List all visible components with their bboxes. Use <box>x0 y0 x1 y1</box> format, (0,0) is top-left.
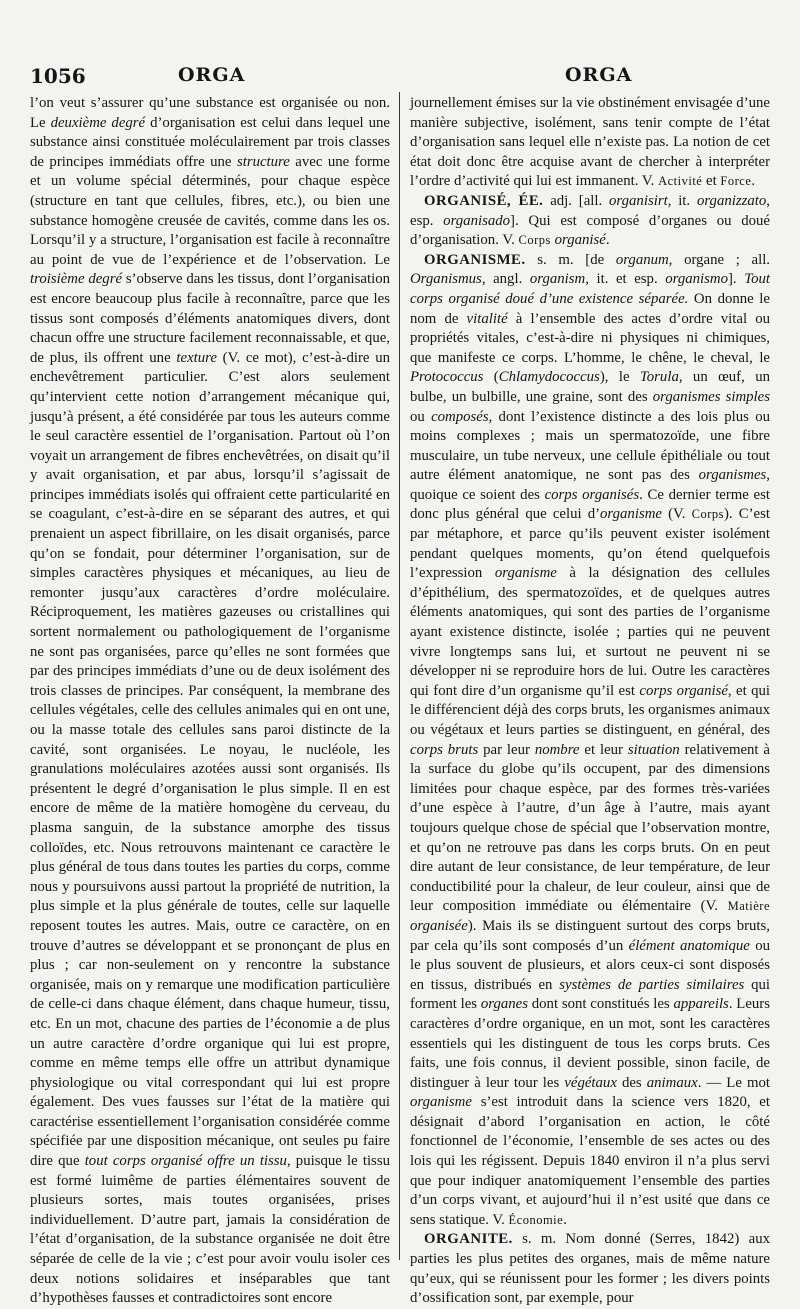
entry-organisme: ORGANISME. s. m. [de organum, organe ; all. Organismus, angl. organism, it. et esp. organismo]. Tout corps organisé doué d’une existence séparée. On donne le nom de vitalité à l’ensemble des actes d’ordre vital ou propriétés vitales, c’est-à-dire ni physiques ni chimiques, que manifeste ce corps. L’homme, le chêne, le cheval, le Protococcus (Chlamydococcus), le Torula, un œuf, un bulbe, un bulbille, une graine, sont des organismes simples ou composés, dont l’existence distincte a des lois plus ou moins complexes ; mais un spermatozoïde, une fibre musculaire, un tube nerveux, une cellule épithéliale ou tout autre élément anatomique, ne sont pas des organismes, quoique ce soient des corps organisés. Ce dernier terme est donc plus général que celui d’organisme (V. Corps). C’est par métaphore, et parce qu’ils peuvent exister isolément pendant quelques moments, qu’on étend quelquefois l’expression organisme à la désignation des cellules d’épithélium, des spermatozoïdes, et de quelques autres éléments anatomiques, qui sont des parties de l’organisme ayant existence distincte, isolée ; parties qui ne peuvent vivre longtemps sans lui, et surtout ne peuvent ni se développer ni se reproduire hors de lui. Outre les caractères qui font dire d’un organisme qu’il est corps organisé, et qui le différencient déjà des corps bruts, les organismes animaux ou végétaux et leurs parties se distinguent, en général, des corps bruts par leur nombre et leur situation relativement à la surface du globe qu’ils occupent, par des dimensions limitées pour chaque espèce, par des formes très-variées d’une espèce à l’autre, d’un âge à l’autre, mais ayant toujours quelque chose de spécial que l’observation montre, et qu’on ne retrouve pas dans les corps bruts. On en peut dire autant de leur consistance, de leur température, de leur conductibilité pour la chaleur, de leur couleur, ainsi que de leur composition immédiate ou élémentaire (V. Matière organisée). Mais ils se distinguent surtout des corps bruts, par cela qu’ils sont composés d’un élément anatomique ou le plus souvent de plusieurs, et alors ceux-ci sont disposés en tissus, distribués en systèmes de parties similaires qui forment les organes dont sont constitués les appareils. Leurs caractères d’ordre organique, en un mot, sont les caractères essentiels qui les distinguent de tous les corps bruts. Ces faits, une fois connus, il devient possible, sinon facile, de distinguer à leur tour les végétaux des animaux. — Le mot organisme s’est introduit dans la science vers 1820, et désignait d’abord l’organisation en action, le côté fonctionnel de l’économie, l’ensemble de ses actes ou des lois qui les régissent. Depuis 1840 environ il n’a plus servi que pour indiquer anatomiquement l’ensemble des parties d’un corps vivant, et aujourd’hui il n’est usité que dans ce sens statique. V. Économie. <box>410 251 771 1228</box>
column-divider <box>399 92 400 1260</box>
left-column <box>30 94 390 1307</box>
headword: ORGANISÉ, ÉE. <box>424 192 544 209</box>
header-right-guide-word: ORGA <box>565 64 633 86</box>
headword: ORGANISME. <box>424 251 526 268</box>
header-left-guide-word: ORGA <box>178 64 246 86</box>
right-column <box>410 94 771 1307</box>
running-header <box>0 64 800 94</box>
entry-organise: ORGANISÉ, ÉE. adj. [all. organisirt, it. organizzato, esp. organisado]. Qui est composé d’organes ou doué d’organisation. V. Corps organisé. <box>410 192 771 249</box>
entry-organite: ORGANITE. s. m. Nom donné (Serres, 1842) aux parties les plus petites des organes, mais de même nature qu’eux, qui se réunissent pour les former ; les divers points d’ossification sont, par exemple, pour <box>410 1231 770 1307</box>
continued-paragraph: journellement émises sur la vie obstinément envisagée d’une manière subjective, isolément, sans tenir compte de l’état d’organisation sans lequel elle n’existe pas. La notion de cet état doit donc être acquise avant de chercher à interpréter l’ordre d’activité qui lui est immanent. V. Activité et Force. <box>410 95 770 190</box>
page-number: 1056 <box>30 64 86 88</box>
headword: ORGANITE. <box>424 1231 513 1248</box>
organisation-continued-paragraph: l’on veut s’assurer qu’une substance est organisée ou non. Le deuxième degré d’organisation est celui dans lequel une substance ainsi constituée moléculairement par trois classes de principes immédiats offre une structure avec une forme et un volume spécial déterminés, pour chaque espèce (structure en tant que cellules, fibres, etc.), ou bien une substance homogène creusée de cavités, comme dans les os. Lorsqu’il y a structure, l’organisation est facile à reconnaître au point de vue de l’expérience et de l’observation. Le troisième degré s’observe dans les tissus, dont l’organisation est encore beaucoup plus facile à reconnaître, parce que les tissus sont composés d’éléments anatomiques divers, dont chacun offre une structure facilement reconnaissable, et que, de plus, ils offrent une texture (V. ce mot), c’est-à-dire un enchevêtrement particulier. C’est alors seulement qu’intervient cette notion d’arrangement mécanique qui, jusqu’à présent, a été considérée par tous les auteurs comme le seul caractère essentiel de l’organisation. Partout où l’on voyait un arrangement de fibres enchevêtrées, on disait qu’il y avait organisation, et par abus, lorsqu’il s’agissait de principes immédiats isolés qui offraient cette particularité en se coagulant, c’est-à-dire en se séparant des autres, et qui prenaient un aspect fibrillaire, on les disait organisés, parce qu’on se fondait, pour déterminer l’organisation, sur de simples caractères physiques et mécaniques, au lieu de remonter jusqu’aux caractères d’ordre moléculaire. Réciproquement, les matières gazeuses ou cristallines qui sortent normalement ou pathologiquement de l’organisme ne sont pas organisées, parce qu’elles ne sont formées que par des principes immédiats d’une ou de deux isolément des trois classes de principes. Par conséquent, la membrane des cellules végétales, celle des cellules animales qui en ont une, ou la masse totale des cellules sans paroi distincte de la cavité, sont organisées. Le noyau, le nucléole, les granulations moléculaires azotées aussi sont organisés. Ils présentent le degré d’organisation le plus simple. Il en est encore de même de la matière homogène du cerveau, du plasma sanguin, de la substance amorphe des tissus colloïdes, etc. Nous retrouvons maintenant ce caractère le plus général de tous dans toutes les parties du corps, comme nous y poursuivons aussi partout la propriété de nutrition, la plus simple et la plus générale de toutes, celle sur laquelle reposent toutes les autres. Mais, outre ce caractère, on en trouve d’autres se développant et se prononçant de plus en plus ; car non-seulement on y rencontre la substance organisée, mais on y remarque une modification particulière de celle-ci dans chaque élément, dans chaque humeur, tissu, etc. En un mot, chacune des parties de l’économie a de plus un autre caractère d’ordre organique qui lui est propre, comme en même temps elle offre un attribut dynamique physiologique ou vital correspondant qui lui est propre également. Des vues fausses sur l’état de la matière qui caractérise essentiellement l’organisation considérée comme spécifiée par une disposition mécanique, ont seules pu faire dire que tout corps organisé offre un tissu, puisque le tissu est formé luimême de parties élémentaires souvent de plusieurs sortes, mais toutes organisées, prises individuellement. D’autre part, jamais la considération de l’état d’organisation, de la substance organisée ne doit être séparée de celle de la vie ; c’est pour avoir voulu isoler ces deux notions solidaires et inséparables que tant d’hypothèses fausses et contradictoires sont encore <box>30 95 390 1307</box>
